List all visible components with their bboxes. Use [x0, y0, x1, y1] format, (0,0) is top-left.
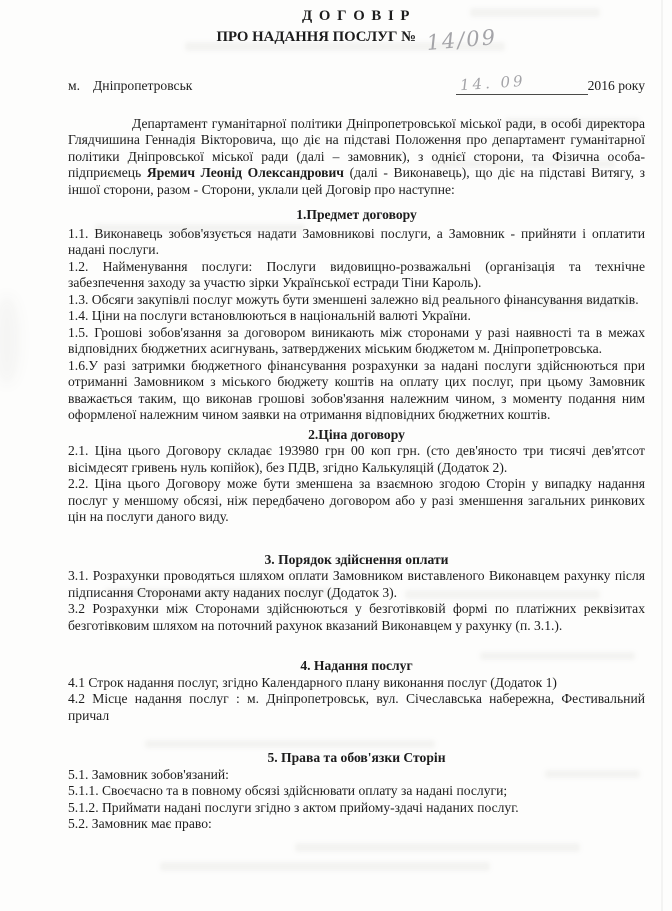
clause-2-1: 2.1. Ціна цього Договору складає 193980 грн 00 коп грн. (сто дев'яносто три тисячі дев'ятсот вісімдесят гривень нуль копійок), без ПДВ, згідно Калькуляцій (Додаток 2).: [68, 443, 645, 475]
contract-number-handwritten: 14/09: [425, 24, 498, 55]
section-heading-3: 3. Порядок здійснення оплати: [264, 551, 449, 567]
section-heading-4: 4. Надання послуг: [300, 658, 413, 673]
clause-1-6: 1.6.У разі затримки бюджетного фінансування розрахунки за надані послуги здійснюються при отриманні Замовником з міського бюджету коштів на оплату цих послуг, при цьому Замовник вважається таким, що виконав грошові зобов'язання належним чином, з моменту подання ним оформленої належним чином заявки на отримання відповідних бюджетних коштів.: [68, 357, 645, 422]
title-services-label: ПРО НАДАННЯ ПОСЛУГ №: [216, 28, 416, 45]
city-name: Дніпропетровськ: [93, 78, 193, 93]
date-block: [456, 71, 645, 95]
section-heading-5: 5. Права та обов'язки Сторін: [267, 750, 446, 765]
clause-3-2: 3.2 Розрахунки між Сторонами здійснюються у безготівковій формі по платіжних реквізитах безготівковим шляхом на поточний рахунок вказаний Виконавцем у рахунку (п. 3.1.).: [68, 601, 645, 633]
section-heading-1: 1.Предмет договору: [296, 207, 417, 222]
title-line-1: Д О Г О В І Р: [302, 8, 411, 24]
year-label: 2016 року: [587, 78, 645, 93]
city-prefix: м.: [68, 78, 81, 93]
city-date-row: [68, 71, 645, 95]
clause-3-1: 3.1. Розрахунки проводяться шляхом оплати Замовником виставленого Виконавцем рахунку після підписання Сторонами акту наданих послуг (Додаток 3).: [68, 568, 645, 600]
clause-5-1-1: 5.1.1. Своєчасно та в повному обсязі здійснювати оплату за надані послуги;: [68, 783, 508, 798]
clause-1-3: 1.3. Обсяги закупівлі послуг можуть бути зменшені залежно від реального фінансування видатків.: [68, 291, 639, 307]
date-underline: [456, 71, 588, 95]
date-handwritten: 14. 09: [458, 71, 526, 95]
document-title: [68, 8, 645, 55]
bleedthrough-mark: [160, 862, 490, 871]
clause-2-2: 2.2. Ціна цього Договору може бути зменшена за взаємною згодою Сторін у випадку надання послуг у меншому обсязі, ніж передбачено договором або у разі зменшення загальних ринкових цін на послуги даного виду.: [68, 476, 645, 524]
preamble-paragraph: [68, 116, 645, 199]
clause-1-2: 1.2. Найменування послуги: Послуги видовищно-розважальні (організація та технічне забезпечення заходу за участю зірки Української естради Тіни Кароль).: [68, 258, 645, 290]
clause-1-5: 1.5. Грошові зобов'язання за договором виникають між сторонами у разі наявності та в межах відповідних бюджетних асигнувань, затверджених міським бюджетом м. Дніпропетровська.: [68, 324, 645, 356]
clause-1-1: 1.1. Виконавець зобов'язується надати Замовникові послуги, а Замовник - прийняти і оплатити надані послуги.: [68, 225, 645, 257]
clause-5-1: 5.1. Замовник зобов'язаний:: [68, 766, 229, 782]
clause-5-2: 5.2. Замовник має право:: [68, 816, 212, 831]
bleedthrough-mark: [295, 843, 580, 852]
clause-4-1: 4.1 Строк надання послуг, згідно Календарного плану виконання послуг (Додаток 1): [68, 674, 557, 690]
preamble-text-before: Департамент гуманітарної політики Дніпропетровської міської ради, в особі директора Глядчишина Геннадія Вікторовича, що діє на підставі Положення про департамент гуманітарної політики Дніпровської міської ради (далі – замовник), з однієї сторони, та Фізична особа-підприємець: [68, 115, 645, 180]
city: [68, 78, 192, 95]
contractor-name: Яремич Леонід Олександрович: [146, 165, 344, 180]
clause-5-1-2: 5.1.2. Приймати надані послуги згідно з актом прийому-здачі наданих послуг.: [68, 799, 519, 815]
title-line-2: [68, 24, 645, 55]
clause-1-4: 1.4. Ціни на послуги встановлюються в національній валюті України.: [68, 308, 471, 323]
preamble-text-after: (далі - Виконавець), що діє на підставі Витягу, з іншої сторони, разом - Сторони, уклали цей Договір про наступне:: [68, 165, 645, 197]
section-heading-2: 2.Ціна договору: [308, 426, 405, 442]
clause-4-2: 4.2 Місце надання послуг : м. Дніпропетровськ, вул. Січеславська набережна, Фестивальний причал: [68, 691, 645, 723]
